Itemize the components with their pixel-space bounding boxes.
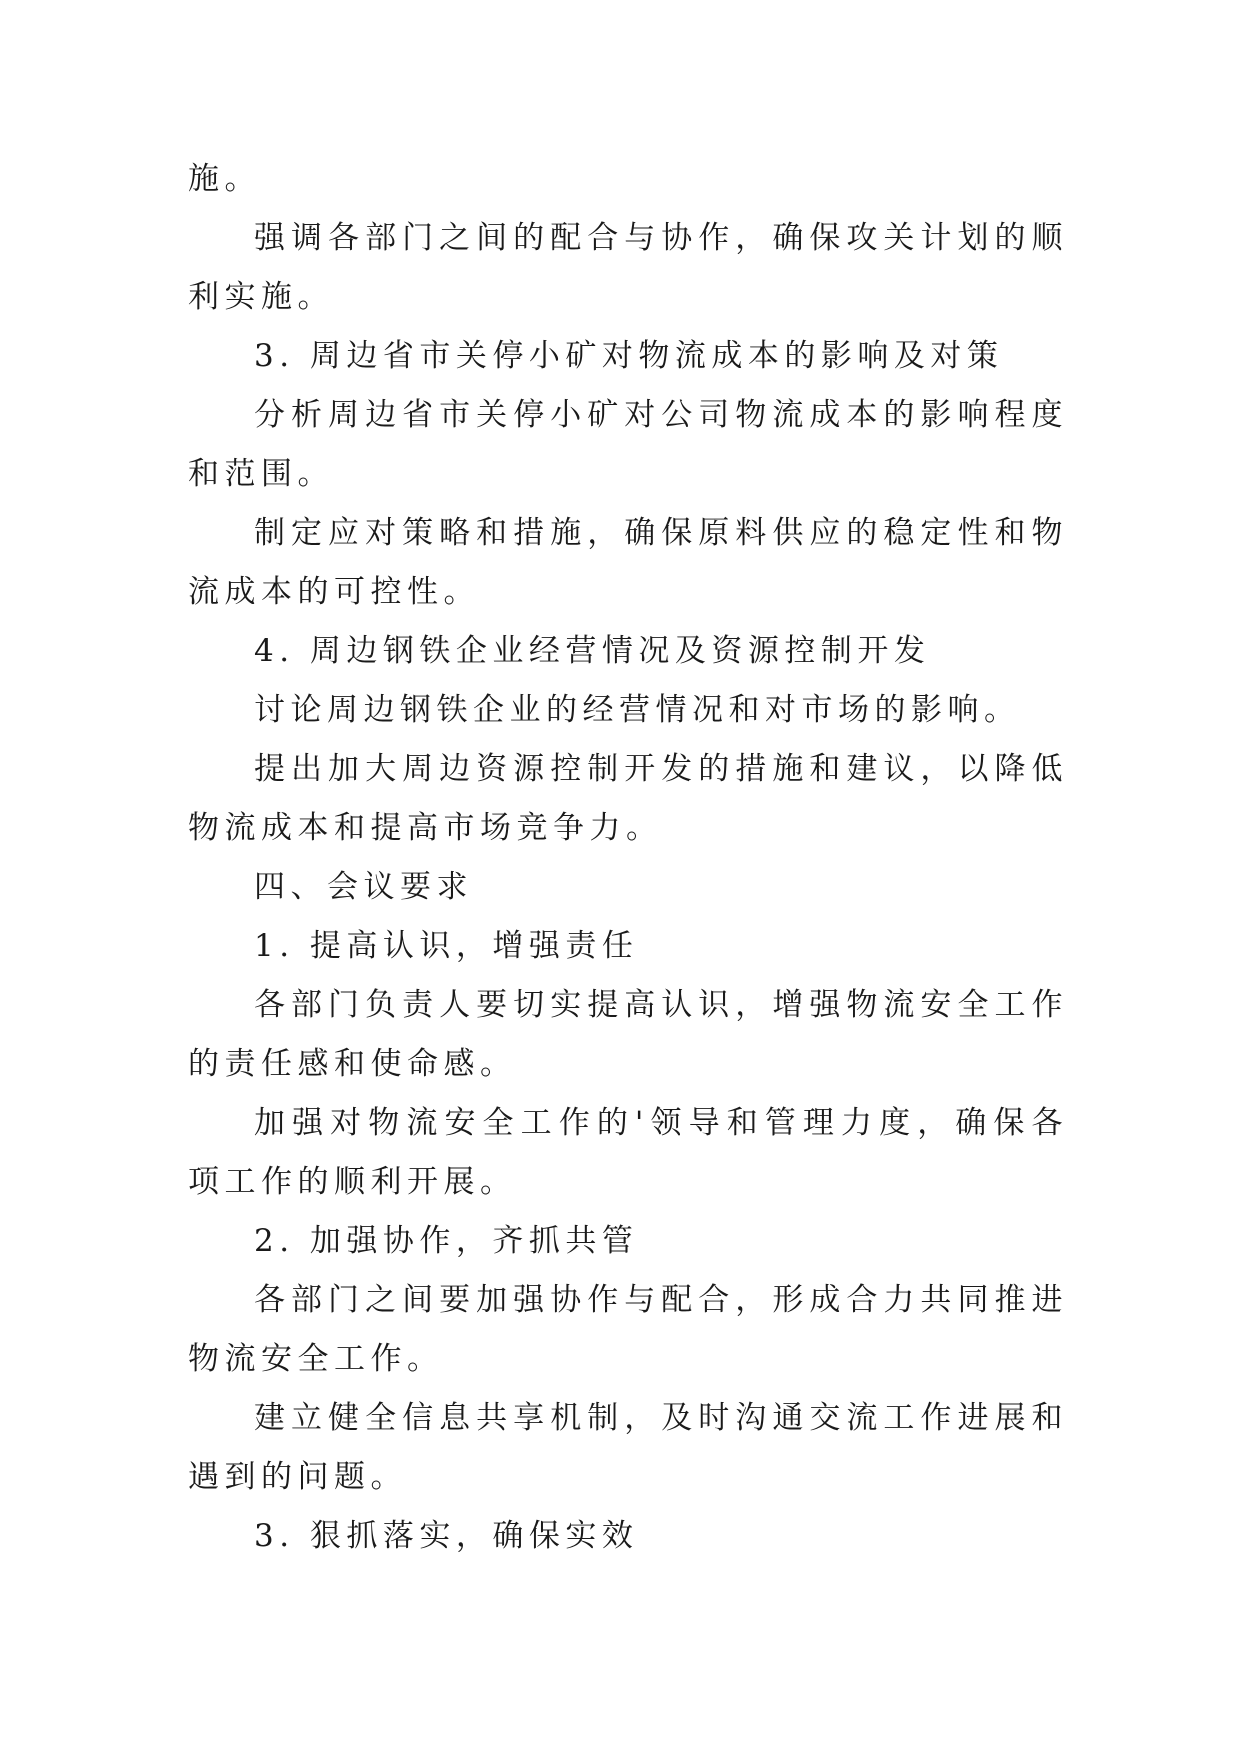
section-heading: 2. 加强协作，齐抓共管 — [254, 1223, 639, 1259]
section-heading: 4. 周边钢铁企业经营情况及资源控制开发 — [254, 633, 931, 669]
paragraph: 提出加大周边资源控制开发的措施和建议，以降低物流成本和提高市场竞争力。 — [188, 751, 1068, 846]
paragraph: 强调各部门之间的配合与协作，确保攻关计划的顺利实施。 — [188, 220, 1068, 315]
paragraph: 施。 — [188, 161, 261, 197]
paragraph: 建立健全信息共享机制，及时沟通交流工作进展和遇到的问题。 — [188, 1400, 1068, 1495]
paragraph: 各部门之间要加强协作与配合，形成合力共同推进物流安全工作。 — [188, 1282, 1068, 1377]
section-heading: 1. 提高认识，增强责任 — [254, 928, 639, 964]
paragraph: 加强对物流安全工作的'领导和管理力度，确保各项工作的顺利开展。 — [188, 1105, 1068, 1200]
paragraph: 讨论周边钢铁企业的经营情况和对市场的影响。 — [254, 692, 1021, 728]
document-body — [188, 150, 1068, 1566]
section-heading: 3. 狠抓落实，确保实效 — [254, 1518, 639, 1554]
paragraph: 分析周边省市关停小矿对公司物流成本的影响程度和范围。 — [188, 397, 1068, 492]
paragraph: 各部门负责人要切实提高认识，增强物流安全工作的责任感和使命感。 — [188, 987, 1068, 1082]
chapter-heading: 四、会议要求 — [254, 869, 473, 905]
paragraph: 制定应对策略和措施，确保原料供应的稳定性和物流成本的可控性。 — [188, 515, 1068, 610]
section-heading: 3. 周边省市关停小矿对物流成本的影响及对策 — [254, 338, 1004, 374]
